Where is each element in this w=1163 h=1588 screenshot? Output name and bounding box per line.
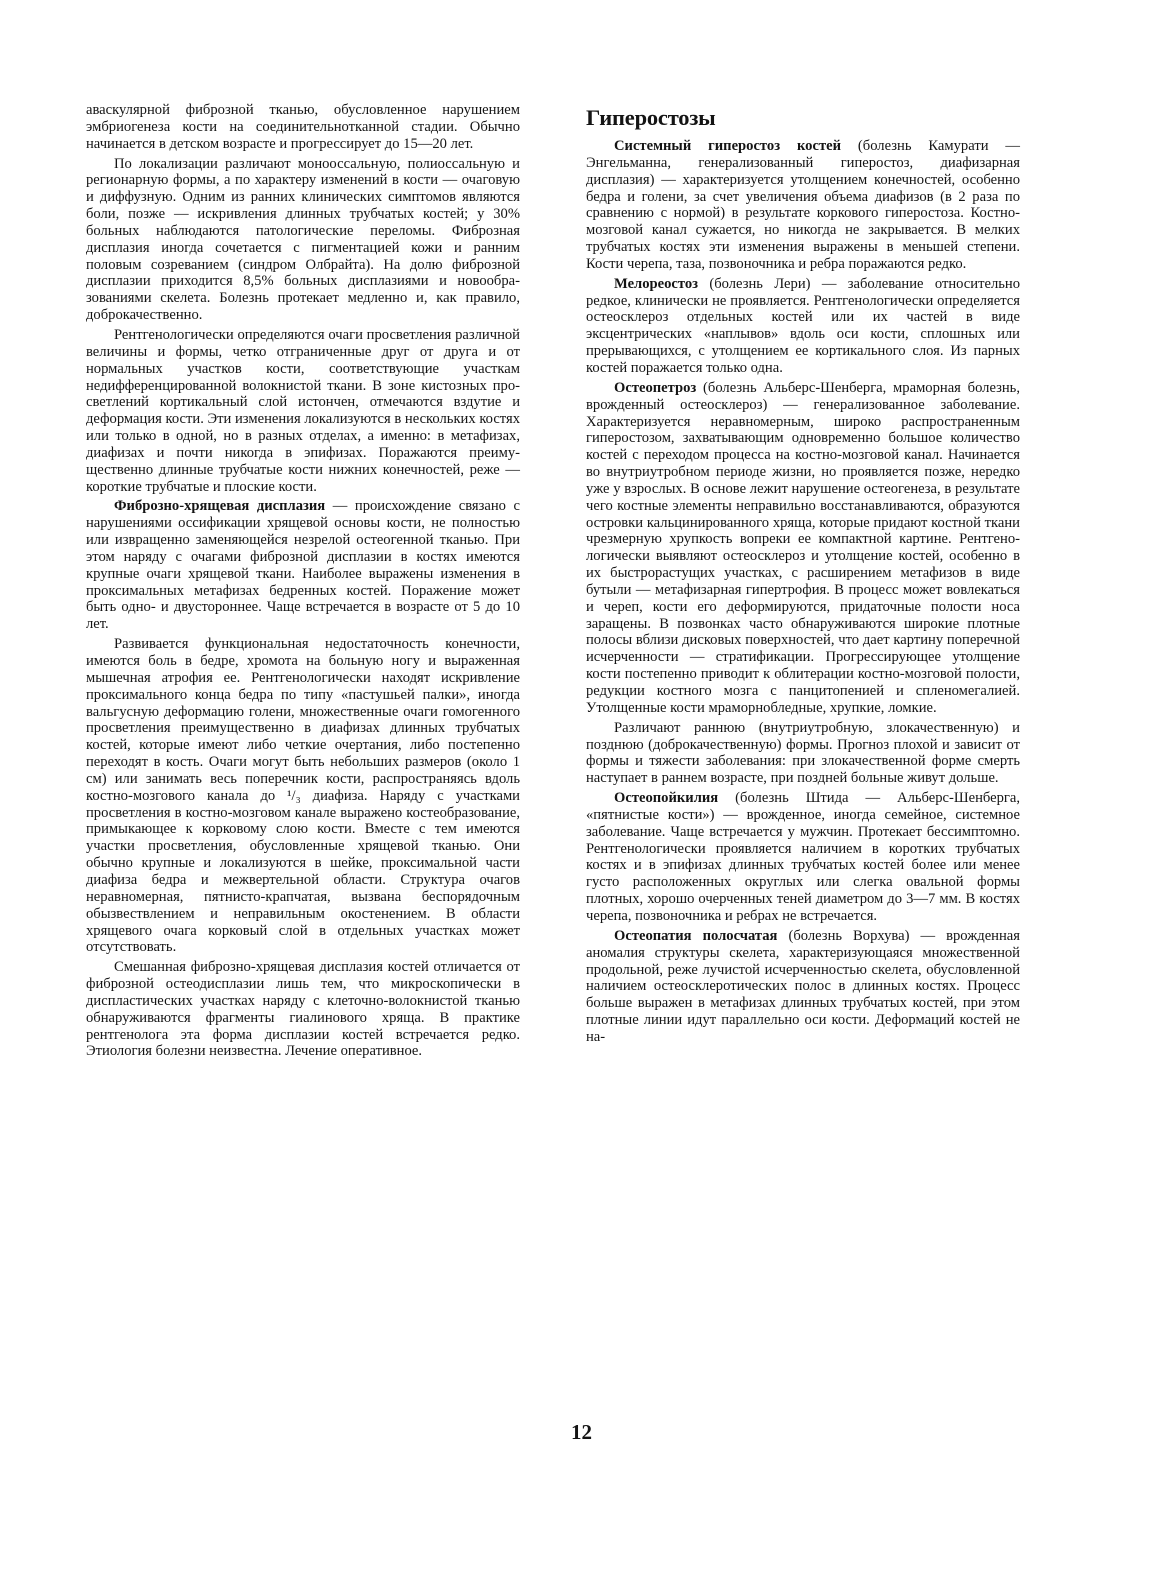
term-heading: Остеопетроз	[614, 379, 697, 396]
paragraph: По локализации различают монооссальную, полиоссальную и регионарную формы, а по характеру изменений в кости — очаговую и диффузную. Одним из ранних клинических симптомов являются боли, позже — искривления длинных трубчатых костей; у 30% больных наблюдаются патологические переломы. Фиброзная дисплазия иногда сочетается с пигментацией кожи и ранним половым созреванием (синдром Олбрайта). На долю фиброзной дисплазии приходится 8,5% больных дисплазиями и новообразованиями скелета. Болезнь протекает медленно и, как правило, доброкачественно.	[86, 155, 520, 324]
term-heading: Остеопойкилия	[614, 790, 719, 807]
paragraph-text: (болезнь Ворхува) — врожденная аномалия структуры скелета, характеризующаяся множественной продольной, реже лучистой исчерченностью скелета, обусловленной наличием остеосклеротических полос в длинных костях. Процесс больше выражен в метафизах длинных трубчатых костей, при этом плотные линии идут параллельно оси кости. Деформаций костей не на-	[586, 927, 1020, 1045]
paragraph: Развивается функциональная недостаточность конечности, имеются боль в бедре, хромота на больную ногу и выраженная мышечная атрофия ее. Рентгенологически находят искривление проксимального конца бедра по типу «пастушьей палки», иногда вальгусную деформацию голени, множественные очаги гомогенного просветления преимущественно в диафизах длинных трубчатых костей, которые имеют либо четкие очертания, либо постепенно переходят в кость. Очаги могут быть небольших размеров (около 1 см) или занимать весь поперечник кости, распространяясь вдоль костно-мозгового канала до ¹/₃ диафиза. Наряду с участками просветления в костно-мозговом канале выражено костеобразование, примыкающее к корковому слою кости. Вместе с тем имеются участки просветления, обусловленные хрящевой тканью. Они обычно крупные и локализуются в шейке, проксимальной части диафиза бедра и межвертельной области. Структура очагов неравномерная, пятнисто-крапчатая, вызвана беспорядочным обызвествлением и неправильным окостенением. В области хрящевого очага корковый слой в отдельных участках может отсутствовать.	[86, 636, 520, 956]
paragraph	[586, 138, 1020, 273]
term-heading: Фиброзно-хрящевая дисплазия	[114, 498, 326, 515]
paragraph: аваскулярной фиброзной тканью, обусловленное нарушением эмбриогенеза кости на соединительнотканной стадии. Обычно начинается в детском возрасте и прогрессирует до 15—20 лет.	[86, 102, 520, 152]
paragraph-text: — происхождение связано с нарушениями оссификации хрящевой основы кости, не полностью или извращенно заменяющейся незрелой остеогенной тканью. При этом наряду с очагами фиброзной дисплазии в костях имеются крупные очаги хрящевой ткани. Наиболее выражены изменения в проксимальных метафизах бедренных костей. Поражение может быть одно- и двустороннее. Чаще встречается в возрасте от 5 до 10 лет.	[86, 498, 520, 633]
paragraph	[586, 380, 1020, 717]
term-heading: Мелореостоз	[614, 275, 699, 292]
term-heading: Системный гиперостоз костей	[614, 138, 842, 154]
paragraph	[586, 276, 1020, 377]
right-column	[586, 100, 1020, 1049]
page-number: 12	[571, 1420, 592, 1444]
paragraph	[586, 790, 1020, 925]
paragraph: Различают раннюю (внутриутробную, злокачественную) и позднюю (доброкачественную) формы. Прогноз плохой и зависит от формы и тяжести заболевания: при злокачественной форме смерть наступает в раннем возрасте, при поздней больные живут дольше.	[586, 719, 1020, 787]
paragraph-text: (болезнь Лери) — заболевание относительно редкое, клинически не проявляется. Рентгенологически определяется остеосклероз отдельных костей или их частей в виде эксцентрических «наплывов» вдоль оси кости, сплошных или прерывающихся, с утолщением ее кортикального слоя. Из парных костей поражается только одна.	[586, 275, 1020, 376]
paragraph-text: (болезнь Штида — Альберс-Шенберга, «пятнистые кости») — врожденное, иногда семейное, системное заболевание. Чаще встречается у мужчин. Протекает бессимптомно. Рентгенологически проявляется наличием в коротких трубчатых костях и в эпифизах длинных трубчатых костей более или менее густо расположенных округлых или слегка овальной формы плотных, хорошо очерченных теней диаметром до 3—7 мм. В костях черепа, позвоночника и ребрах не встречается.	[586, 790, 1020, 924]
paragraph: Рентгенологически определяются очаги просветления различной величины и формы, четко отграниченные друг от друга и от нормальных участков кости, соответствующие участкам недифференцированной волокнистой ткани. В зоне кистозных просветлений кортикальный слой истончен, отмечаются вздутие и деформация кости. Эти изменения локализуются в нескольких костях или только в одной, но в разных отделах, а именно: в метафизах, диафизах и почти никогда в эпифизах. Поражаются преимущественно длинные трубчатые кости нижних конечностей, реже — короткие трубчатые и плоские кости.	[86, 326, 520, 495]
paragraph	[86, 498, 520, 633]
section-heading: Гиперостозы	[586, 105, 716, 130]
paragraph-text: (болезнь Альберс-Шенберга, мраморная болезнь, врожденный остеосклероз) — генерализованное заболевание. Характеризуется неравномерным, широко распространенным гиперостозом, захватывающим одновременно большое количество костей с переходом процесса на костно-мозговой канал. Начинается во внутриутробном периоде жизни, но проявляется позже, нередко уже у взрослых. В основе лежит нарушение остеогенеза, в результате чего костные элементы неправильно восстанавливаются, образуются островки кальцинированного хряща, которые придают костной ткани чрезмерную хрупкость вопреки ее компактной картине. Рентгенологически выявляют остеосклероз и утолщение костей, особенно в их быстрорастущих участках, с расширением метафизов в виде бутыли — метафизарная гипертрофия. В процесс может вовлекаться и череп, кости его деформируются, придаточные полости носа заращены. В позвонках часто обнаруживаются широкие плотные полосы вблизи дисковых поверхностей, что дает картину поперечной исчерченности — стратификации. Прогрессирующее утолщение кости постепенно приводит к облитерации костно-мозговой полости, редукции костного мозга с панцитопенией и спленомегалией. Утолщенные кости мраморнобледные, хрупкие, ломкие.	[586, 379, 1020, 716]
paragraph	[586, 928, 1020, 1046]
left-column	[86, 100, 520, 1063]
paragraph-text: (болезнь Камурати — Энгельманна, генерализованный гиперостоз, диафизарная дисплазия) — характеризуется утолщением конечностей, особенно бедра и голени, за счет увеличения объема диафизов (в 2 раза по сравнению с нормой) в результате коркового гиперостоза. Костно-мозговой канал сужается, но никогда не закрывается. В мелких трубчатых костях эти изменения выражены в меньшей степени. Кости черепа, таза, позвоночника и ребра поражаются редко.	[586, 138, 1020, 272]
paragraph: Смешанная фиброзно-хрящевая дисплазия костей отличается от фиброзной остеодисплазии лишь тем, что микроскопически в диспластических участках наряду с клеточно-волокнистой тканью обнаруживаются фрагменты гиалинового хряща. В практике рентгенолога эта форма дисплазии костей встречается редко. Этиология болезни неизвестна. Лечение оперативное.	[86, 959, 520, 1060]
term-heading: Остеопатия полосчатая	[614, 927, 778, 944]
